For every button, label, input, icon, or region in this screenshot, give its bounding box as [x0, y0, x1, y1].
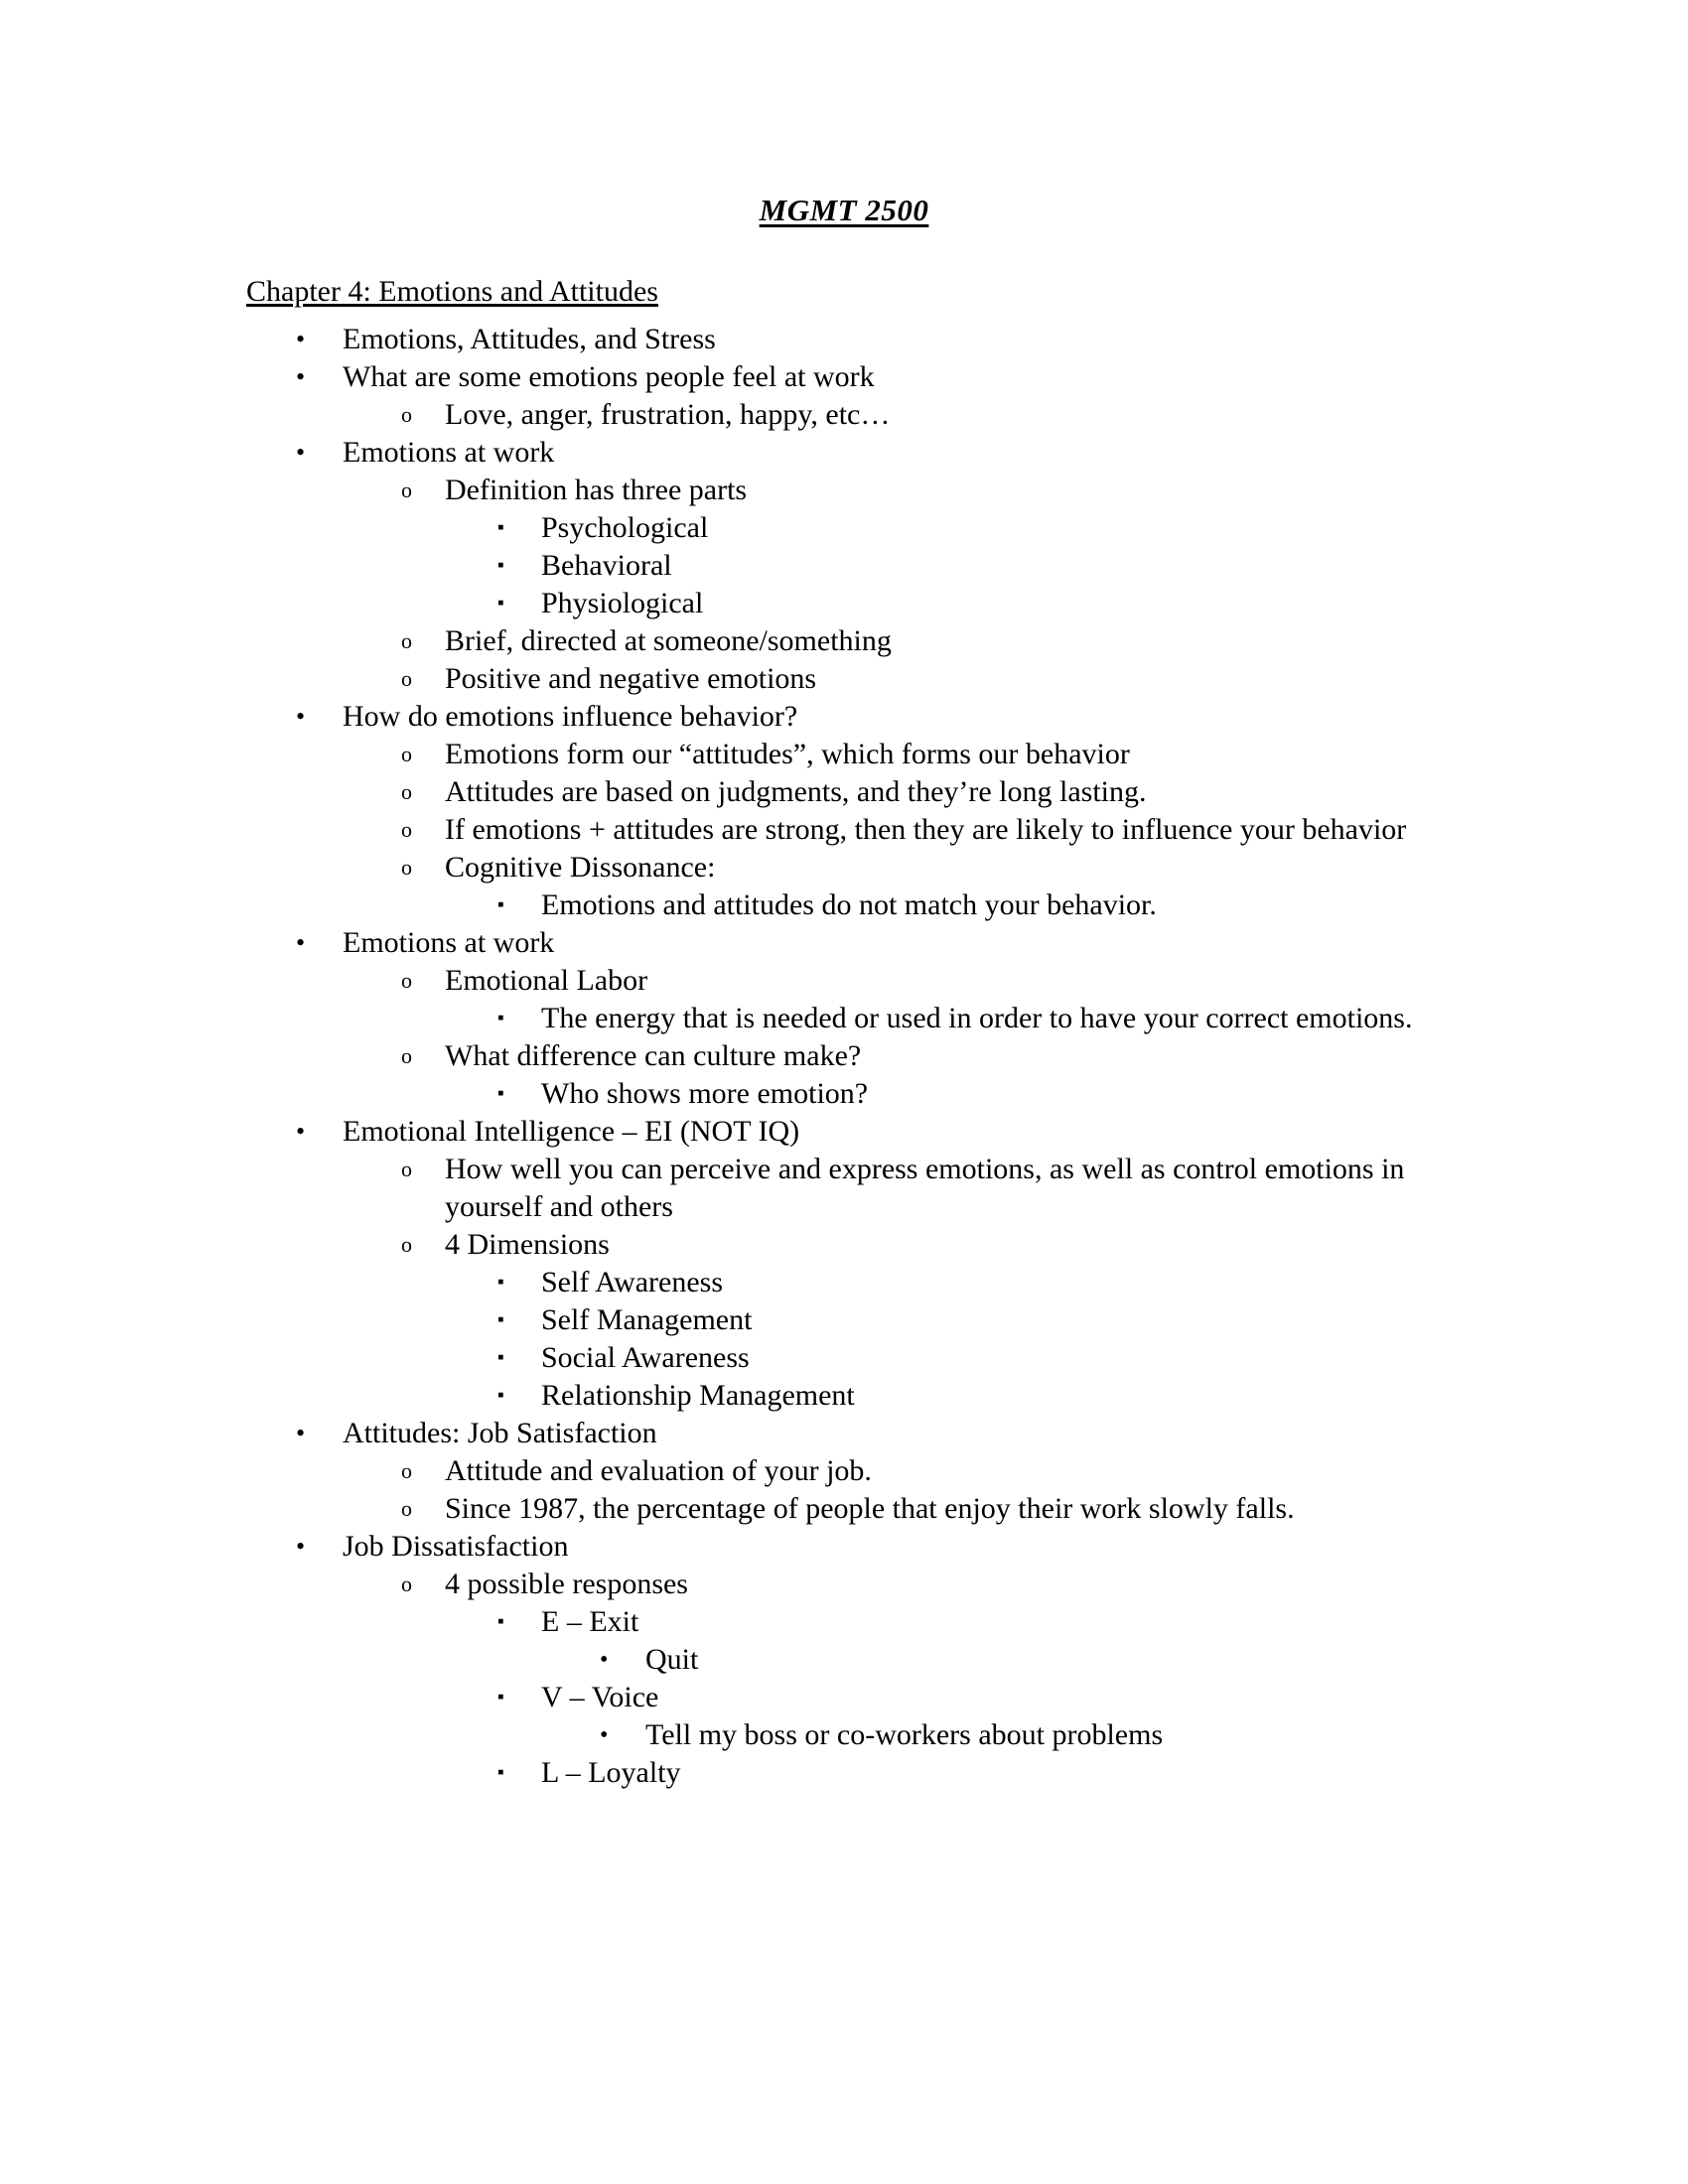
outline-item-text: Job Dissatisfaction: [343, 1530, 569, 1563]
outline-item-level-3: [0, 509, 1688, 547]
disc-bullet-icon: •: [600, 1722, 609, 1748]
outline-item-text: How well you can perceive and express emotions, as well as control emotions in yourself and others: [445, 1153, 1405, 1223]
outline-item-level-3: [0, 1264, 1688, 1301]
outline-item-text: What are some emotions people feel at work: [343, 360, 875, 393]
outline-item-level-2: [0, 962, 1688, 1000]
square-bullet-icon: ▪: [497, 517, 504, 538]
square-bullet-icon: ▪: [497, 1272, 504, 1293]
chapter-heading-text: Chapter 4: Emotions and Attitudes: [246, 275, 658, 308]
outline-item-level-2: [0, 849, 1688, 887]
square-bullet-icon: ▪: [497, 1762, 504, 1783]
circle-bullet-icon: o: [401, 1232, 412, 1257]
outline-item-level-2: [0, 1037, 1688, 1075]
outline-container: [0, 307, 1688, 1792]
circle-bullet-icon: o: [401, 817, 412, 842]
circle-bullet-icon: o: [401, 742, 412, 766]
outline-item-text: Relationship Management: [541, 1379, 855, 1412]
disc-bullet-icon: •: [296, 702, 306, 731]
outline-item-text: Emotions and attitudes do not match your behavior.: [541, 888, 1157, 921]
outline-item-level-3: [0, 1377, 1688, 1415]
outline-item-text: Self Awareness: [541, 1266, 724, 1298]
disc-bullet-icon: •: [296, 438, 306, 467]
outline-item-text: Behavioral: [541, 549, 672, 582]
outline-item-level-3: [0, 1339, 1688, 1377]
outline-item-text: If emotions + attitudes are strong, then they are likely to influence your behavior: [445, 813, 1407, 846]
circle-bullet-icon: o: [401, 1571, 412, 1596]
square-bullet-icon: ▪: [497, 1008, 504, 1028]
outline-item-level-1: [0, 1415, 1688, 1452]
outline-item-level-2: [0, 1490, 1688, 1528]
outline-item-text: Quit: [645, 1643, 699, 1676]
outline-item-level-3: [0, 1000, 1688, 1037]
disc-bullet-icon: •: [296, 928, 306, 957]
outline-item-text: Definition has three parts: [445, 474, 748, 506]
square-bullet-icon: ▪: [497, 1687, 504, 1707]
outline-item-level-1: [0, 434, 1688, 472]
outline-item-text: Emotional Intelligence – EI (NOT IQ): [343, 1115, 800, 1148]
outline-item-text: Tell my boss or co-workers about problems: [645, 1718, 1164, 1751]
outline-item-level-2: [0, 1226, 1688, 1264]
outline-item-text: Emotional Labor: [445, 964, 648, 997]
outline-item-level-3: [0, 1075, 1688, 1113]
square-bullet-icon: ▪: [497, 593, 504, 614]
outline-item-level-3: [0, 585, 1688, 622]
outline-item-level-3: [0, 1603, 1688, 1641]
outline-item-text: Social Awareness: [541, 1341, 750, 1374]
outline-item-level-2: [0, 811, 1688, 849]
outline-item-level-2: [0, 1452, 1688, 1490]
outline-item-level-4: [0, 1641, 1688, 1679]
circle-bullet-icon: o: [401, 1157, 412, 1181]
disc-bullet-icon: •: [296, 362, 306, 391]
circle-bullet-icon: o: [401, 1496, 412, 1521]
outline-item-level-2: [0, 773, 1688, 811]
circle-bullet-icon: o: [401, 779, 412, 804]
disc-bullet-icon: •: [296, 1532, 306, 1561]
square-bullet-icon: ▪: [497, 1385, 504, 1406]
outline-item-level-2: [0, 660, 1688, 698]
outline-item-text: Who shows more emotion?: [541, 1077, 869, 1110]
outline-item-text: Attitudes: Job Satisfaction: [343, 1417, 657, 1449]
outline-item-level-3: [0, 1301, 1688, 1339]
outline-item-level-2: [0, 622, 1688, 660]
outline-item-text: Love, anger, frustration, happy, etc…: [445, 398, 891, 431]
outline-item-level-3: [0, 1679, 1688, 1716]
disc-bullet-icon: •: [296, 1117, 306, 1146]
disc-bullet-icon: •: [296, 1419, 306, 1447]
outline-item-level-2: [0, 1566, 1688, 1603]
outline-item-text: What difference can culture make?: [445, 1039, 862, 1072]
circle-bullet-icon: o: [401, 968, 412, 993]
outline-item-level-4: [0, 1716, 1688, 1754]
outline-item-text: Emotions at work: [343, 436, 555, 469]
square-bullet-icon: ▪: [497, 1309, 504, 1330]
outline-item-level-2: [0, 736, 1688, 773]
outline-item-level-1: [0, 924, 1688, 962]
outline-item-text: Physiological: [541, 587, 704, 619]
outline-item-text: L – Loyalty: [541, 1756, 681, 1789]
square-bullet-icon: ▪: [497, 555, 504, 576]
outline-item-level-3: [0, 887, 1688, 924]
outline-item-text: 4 possible responses: [445, 1568, 688, 1600]
outline-item-text: 4 Dimensions: [445, 1228, 610, 1261]
outline-item-text: Emotions, Attitudes, and Stress: [343, 323, 716, 355]
square-bullet-icon: ▪: [497, 1611, 504, 1632]
circle-bullet-icon: o: [401, 1043, 412, 1068]
outline-item-text: Emotions at work: [343, 926, 555, 959]
outline-item-text: Self Management: [541, 1303, 753, 1336]
circle-bullet-icon: o: [401, 666, 412, 691]
outline-item-text: Psychological: [541, 511, 709, 544]
outline-item-text: Since 1987, the percentage of people that enjoy their work slowly falls.: [445, 1492, 1295, 1525]
outline-item-level-2: [0, 396, 1688, 434]
document-title: MGMT 2500: [759, 193, 929, 227]
outline-item-level-1: [0, 698, 1688, 736]
circle-bullet-icon: o: [401, 402, 412, 427]
outline-item-text: V – Voice: [541, 1681, 659, 1713]
outline-item-level-2: [0, 472, 1688, 509]
square-bullet-icon: ▪: [497, 894, 504, 915]
outline-item-level-1: [0, 321, 1688, 358]
disc-bullet-icon: •: [600, 1647, 609, 1673]
outline-item-level-1: [0, 1113, 1688, 1151]
circle-bullet-icon: o: [401, 628, 412, 653]
outline-item-level-3: [0, 1754, 1688, 1792]
outline-item-level-2: [0, 1151, 1688, 1226]
circle-bullet-icon: o: [401, 1458, 412, 1483]
disc-bullet-icon: •: [296, 325, 306, 353]
outline-item-text: Positive and negative emotions: [445, 662, 817, 695]
circle-bullet-icon: o: [401, 478, 412, 502]
outline-list: [0, 321, 1688, 1792]
outline-item-level-3: [0, 547, 1688, 585]
outline-item-text: Attitudes are based on judgments, and they’re long lasting.: [445, 775, 1147, 808]
outline-item-text: Brief, directed at someone/something: [445, 624, 892, 657]
chapter-heading: [0, 225, 1688, 307]
outline-item-text: Emotions form our “attitudes”, which forms our behavior: [445, 738, 1130, 770]
outline-item-level-1: [0, 358, 1688, 396]
outline-item-text: Attitude and evaluation of your job.: [445, 1454, 872, 1487]
square-bullet-icon: ▪: [497, 1083, 504, 1104]
outline-item-text: The energy that is needed or used in order to have your correct emotions.: [541, 1002, 1413, 1034]
outline-item-level-1: [0, 1528, 1688, 1566]
outline-item-text: How do emotions influence behavior?: [343, 700, 798, 733]
square-bullet-icon: ▪: [497, 1347, 504, 1368]
outline-item-text: E – Exit: [541, 1605, 639, 1638]
circle-bullet-icon: o: [401, 855, 412, 880]
outline-item-text: Cognitive Dissonance:: [445, 851, 716, 884]
